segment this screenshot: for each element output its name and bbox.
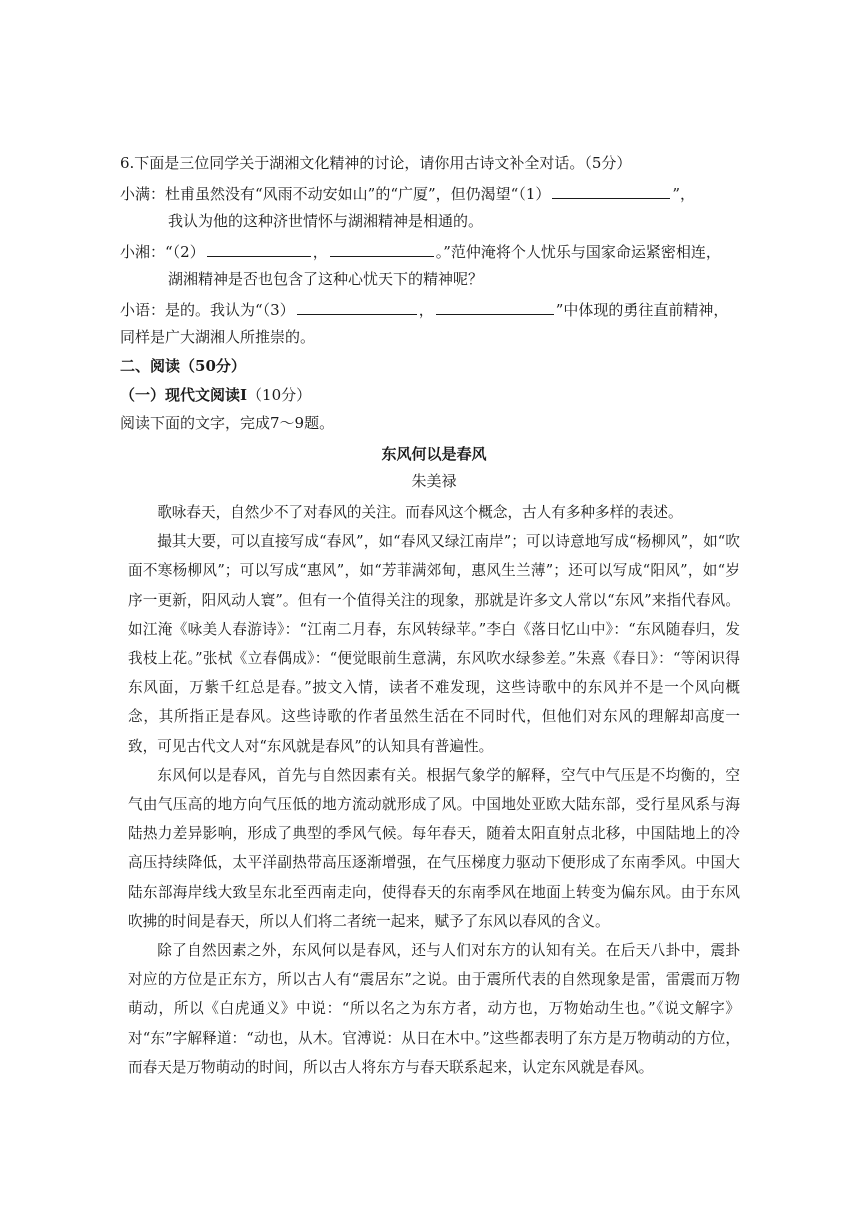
article-title: 东风何以是春风 — [381, 445, 487, 463]
reading-instruction: 阅读下面的文字，完成7～9题。 — [120, 414, 335, 432]
answer-blank-3a[interactable] — [297, 300, 417, 315]
paragraph-3: 东风何以是春风，首先与自然因素有关。根据气象学的解释，空气中气压是不均衡的，空气由气压高的地方向气压低的地方流动就形成了风。中国地处亚欧大陆东部，受行星风系与海陆热力差异影响，形成了典型的季风气候。每年春天，随着太阳直射点北移，中国陆地上的冷高压持续降低，太平洋副热带高压逐渐增强，在气压梯度力驱动下便形成了东南季风。中国大陆东部海岸线大致呈东北至西南走向，使得春天的东南季风在地面上转变为偏东风。由于东风吹拂的时间是春天，所以人们将二者统一起来，赋予了东风以春风的含义。 — [128, 766, 740, 930]
dialogue-xiaoman-line1 — [120, 184, 695, 204]
xiaoxiang-sep: ， — [312, 243, 328, 261]
sub-section-heading — [120, 385, 311, 405]
paragraph-4: 除了自然因素之外，东风何以是春风，还与人们对东方的认知有关。在后天八卦中，震卦对应的方位是正东方，所以古人有“震居东”之说。由于震所代表的自然现象是雷，雷震而万物萌动，所以《白虎通义》中说：“所以名之为东方者，动方也，万物始动生也。”《说文解字》对“东”字解释道：“动也，从木。官溥说：从日在木中。”这些都表明了东方是万物萌动的方位，而春天是万物萌动的时间，所以古人将东方与春天联系起来，认定东风就是春风。 — [128, 942, 740, 1076]
dialogue-xiaoman-line2: 我认为他的这种济世情怀与湖湘精神是相通的。 — [168, 212, 484, 230]
sub-heading-score: （10分） — [247, 386, 312, 404]
dialogue-xiaoyu-line2: 同样是广大湖湘人所推崇的。 — [120, 328, 316, 346]
dialogue-xiaoxiang-line2: 湖湘精神是否也包含了这种心忧天下的精神呢？ — [168, 270, 484, 288]
xiaoyu-text-a: 小语：是的。我认为“（3） — [120, 301, 295, 319]
answer-blank-2b[interactable] — [330, 242, 434, 257]
section-heading: 二、阅读（50分） — [120, 357, 246, 375]
answer-blank-2a[interactable] — [207, 242, 311, 257]
xiaoman-text-a: 小满：杜甫虽然没有“风雨不动安如山”的“广厦”，但仍渴望“（1） — [120, 185, 551, 203]
sub-heading-title: （一）现代文阅读Ⅰ — [120, 386, 248, 404]
xiaoyu-text-b: ”中体现的勇往直前精神， — [555, 301, 729, 319]
paragraph-2: 撮其大要，可以直接写成“春风”，如“春风又绿江南岸”；可以诗意地写成“杨柳风”，如“吹面不寒杨柳风”；可以写成“惠风”，如“芳菲满郊甸，惠风生兰薄”；还可以写成“阳风”，如“岁序一更新，阳风动人寰”。但有一个值得关注的现象，那就是许多文人常以“东风”来指代春风。如江淹《咏美人春游诗》：“江南二月春，东风转绿苹。”李白《落日忆山中》：“东风随春归，发我枝上花。”张栻《立春偶成》：“便觉眼前生意满，东风吹水绿参差。”朱熹《春日》：“等闲识得东风面，万紫千红总是春。”披文入情，读者不难发现，这些诗歌中的东风并不是一个风向概念，其所指正是春风。这些诗歌的作者虽然生活在不同时代，但他们对东风的理解却高度一致，可见古代文人对“东风就是春风”的认知具有普遍性。 — [128, 533, 740, 755]
xiaoyu-sep: ， — [418, 301, 434, 319]
article-body — [128, 498, 740, 1082]
xiaoxiang-text-a: 小湘：“（2） — [120, 243, 205, 261]
answer-blank-3b[interactable] — [436, 300, 554, 315]
article-author: 朱美禄 — [411, 472, 457, 490]
xiaoman-text-b: ”， — [672, 185, 696, 203]
dialogue-xiaoyu-line1 — [120, 300, 728, 320]
answer-blank-1[interactable] — [552, 184, 670, 199]
paragraph-1: 歌咏春天，自然少不了对春风的关注。而春风这个概念，古人有多种多样的表述。 — [157, 504, 683, 521]
question-6-prompt: 6.下面是三位同学关于湖湘文化精神的讨论，请你用古诗文补全对话。（5分） — [120, 154, 632, 172]
xiaoxiang-text-b: 。”范仲淹将个人忧乐与国家命运紧密相连， — [435, 243, 721, 261]
dialogue-xiaoxiang-line1 — [120, 242, 721, 262]
